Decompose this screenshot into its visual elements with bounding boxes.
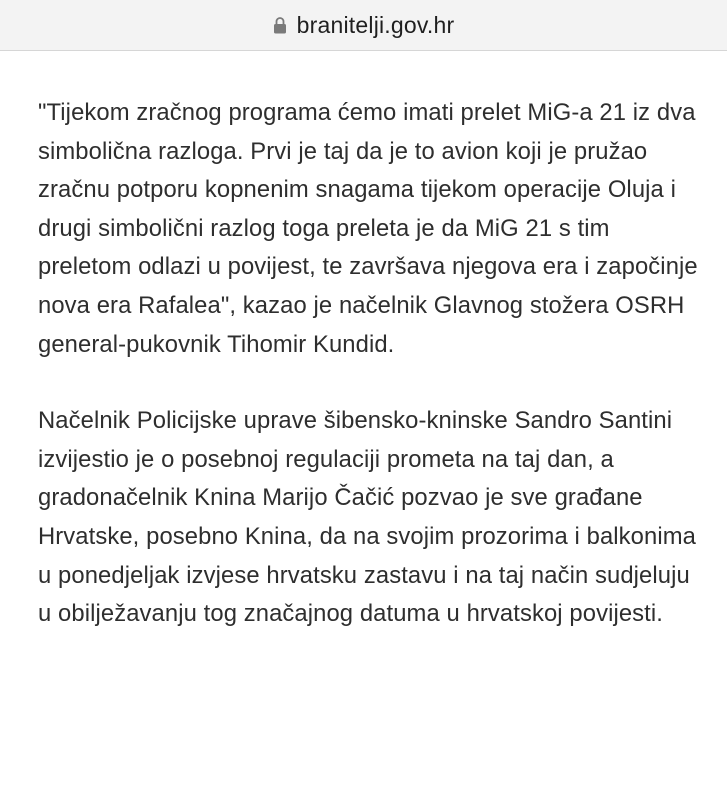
address-bar[interactable] (0, 0, 727, 51)
url-domain[interactable]: branitelji.gov.hr (296, 11, 455, 38)
address-bar-content[interactable] (273, 12, 455, 39)
article-paragraph-2: Načelnik Policijske uprave šibensko-kninske Sandro Santini izvijestio je o posebnoj regulaciji prometa na taj dan, a gradonačelnik Knina Marijo Čačić pozvao je sve građane Hrvatske, posebno Knina, da na svojim prozorima i balkonima u ponedjeljak izvjese hrvatsku zastavu i na taj način sudjeluju u obilježavanju tog značajnog datuma u hrvatskoj povijesti. (38, 407, 696, 628)
article-paragraph-1: "Tijekom zračnog programa ćemo imati prelet MiG-a 21 iz dva simbolična razloga. Prvi je taj da je to avion koji je pružao zračnu potporu kopnenim snagama tijekom operacije Oluja i drugi simbolični razlog toga preleta je da MiG 21 s tim preletom odlazi u povijest, te završava njegova era i započinje nova era Rafalea", kazao je načelnik Glavnog stožera OSRH general-pukovnik Tihomir Kundid. (38, 99, 698, 358)
lock-icon (273, 16, 287, 34)
article-body (38, 94, 698, 634)
